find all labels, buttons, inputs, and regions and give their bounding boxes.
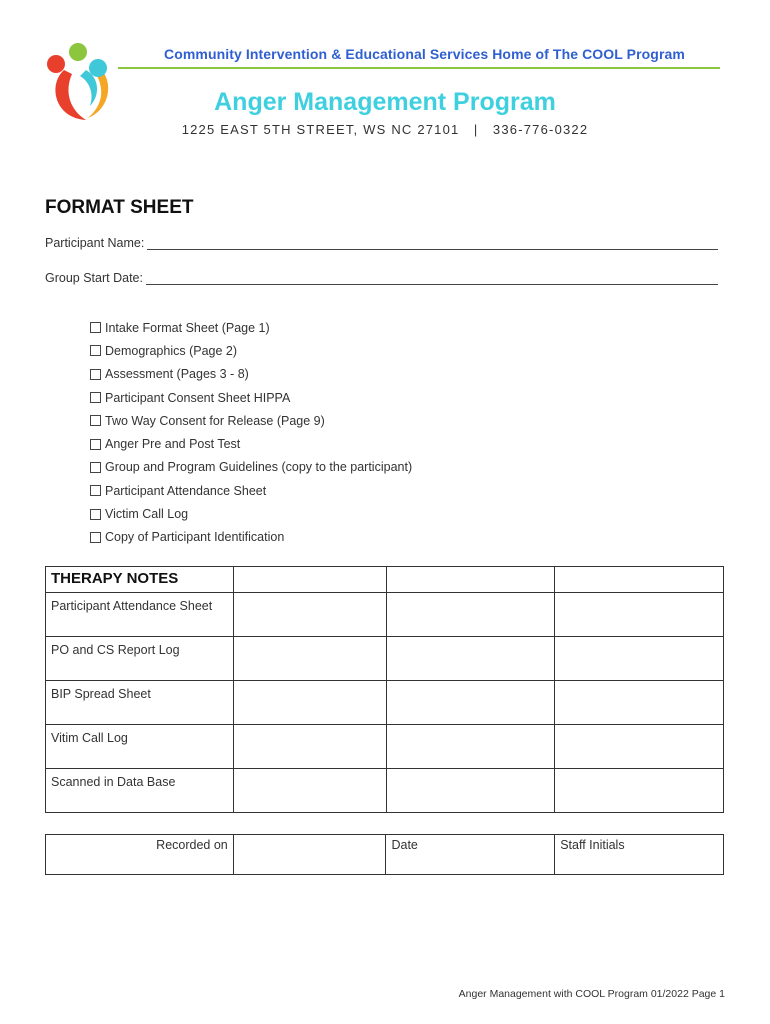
- row-label: Scanned in Data Base: [46, 769, 234, 813]
- checklist-item-label: Copy of Participant Identification: [105, 530, 285, 545]
- checkbox[interactable]: [90, 532, 101, 543]
- table-cell[interactable]: [233, 769, 386, 813]
- table-cell[interactable]: [555, 637, 724, 681]
- checkbox[interactable]: [90, 415, 101, 426]
- date-cell[interactable]: Date: [386, 835, 555, 875]
- row-label: Vitim Call Log: [46, 725, 234, 769]
- program-title: Anger Management Program: [214, 88, 556, 116]
- checklist-item[interactable]: [90, 432, 412, 455]
- logo-teal-head: [89, 59, 107, 77]
- checklist-item-label: Participant Attendance Sheet: [105, 483, 267, 498]
- table-cell[interactable]: [555, 681, 724, 725]
- group-start-date-line[interactable]: [146, 271, 718, 285]
- table-cell[interactable]: [555, 593, 724, 637]
- checklist-item[interactable]: [90, 456, 412, 479]
- checklist-item-label: Anger Pre and Post Test: [105, 437, 241, 452]
- checkbox[interactable]: [90, 485, 101, 496]
- table-cell[interactable]: [386, 593, 555, 637]
- checkbox[interactable]: [90, 439, 101, 450]
- checklist-item[interactable]: [90, 363, 412, 386]
- checklist-item[interactable]: [90, 502, 412, 525]
- table-cell[interactable]: [233, 567, 386, 593]
- table-cell[interactable]: [555, 769, 724, 813]
- table-cell[interactable]: [233, 725, 386, 769]
- group-start-date-field[interactable]: [45, 271, 718, 285]
- therapy-notes-header: [46, 567, 234, 593]
- checklist-item-label: Group and Program Guidelines (copy to the participant): [105, 460, 413, 475]
- row-label: BIP Spread Sheet: [46, 681, 234, 725]
- table-cell[interactable]: [386, 637, 555, 681]
- table-cell[interactable]: [233, 681, 386, 725]
- checklist-item[interactable]: [90, 386, 412, 409]
- document-checklist: [90, 316, 412, 549]
- page-footer: Anger Management with COOL Program 01/2022 Page 1: [458, 988, 725, 1000]
- address-line: [0, 122, 770, 137]
- checklist-item-label: Participant Consent Sheet HIPPA: [105, 390, 291, 405]
- checklist-item[interactable]: [90, 316, 412, 339]
- therapy-notes-header-row: [46, 567, 724, 593]
- checkbox[interactable]: [90, 462, 101, 473]
- recorded-on-cell[interactable]: [233, 835, 386, 875]
- checklist-item-label: Two Way Consent for Release (Page 9): [105, 413, 325, 428]
- checkbox[interactable]: [90, 322, 101, 333]
- staff-initials-cell[interactable]: Staff Initials: [555, 835, 724, 875]
- row-label: Participant Attendance Sheet: [46, 593, 234, 637]
- sheet-title: FORMAT SHEET: [45, 197, 194, 218]
- participant-name-field[interactable]: [45, 236, 718, 250]
- checkbox[interactable]: [90, 345, 101, 356]
- table-row: [46, 769, 724, 813]
- recorded-table: [45, 834, 724, 875]
- recorded-on-label: Recorded on: [46, 835, 234, 875]
- checklist-item-label: Intake Format Sheet (Page 1): [105, 320, 270, 335]
- therapy-notes-title: THERAPY NOTES: [51, 570, 179, 587]
- table-row: [46, 681, 724, 725]
- group-start-date-label: Group Start Date:: [45, 271, 143, 285]
- table-row: [46, 593, 724, 637]
- table-cell[interactable]: [555, 725, 724, 769]
- checklist-item-label: Assessment (Pages 3 - 8): [105, 367, 249, 382]
- checkbox[interactable]: [90, 509, 101, 520]
- table-cell[interactable]: [386, 725, 555, 769]
- checklist-item[interactable]: [90, 409, 412, 432]
- checkbox[interactable]: [90, 369, 101, 380]
- header-divider: [118, 67, 720, 69]
- table-row: [46, 637, 724, 681]
- table-cell[interactable]: [233, 593, 386, 637]
- checkbox[interactable]: [90, 392, 101, 403]
- table-row: [46, 835, 724, 875]
- checklist-item[interactable]: [90, 479, 412, 502]
- checklist-item-label: Demographics (Page 2): [105, 343, 238, 358]
- checklist-item[interactable]: [90, 526, 412, 549]
- table-cell[interactable]: [386, 769, 555, 813]
- therapy-notes-table: [45, 566, 724, 813]
- table-row: [46, 725, 724, 769]
- row-label: PO and CS Report Log: [46, 637, 234, 681]
- table-cell[interactable]: [386, 567, 555, 593]
- table-cell[interactable]: [233, 637, 386, 681]
- logo-red-head: [47, 55, 65, 73]
- participant-name-line[interactable]: [147, 236, 718, 250]
- table-cell[interactable]: [386, 681, 555, 725]
- checklist-item[interactable]: [90, 339, 412, 362]
- address-text: 1225 EAST 5TH STREET, WS NC 27101 | 336-776-0322: [181, 122, 589, 137]
- organization-name: Community Intervention & Educational Services Home of The COOL Program: [164, 46, 685, 62]
- checklist-item-label: Victim Call Log: [105, 507, 189, 522]
- logo-green-head: [69, 43, 87, 61]
- table-cell[interactable]: [555, 567, 724, 593]
- participant-name-label: Participant Name:: [45, 236, 145, 250]
